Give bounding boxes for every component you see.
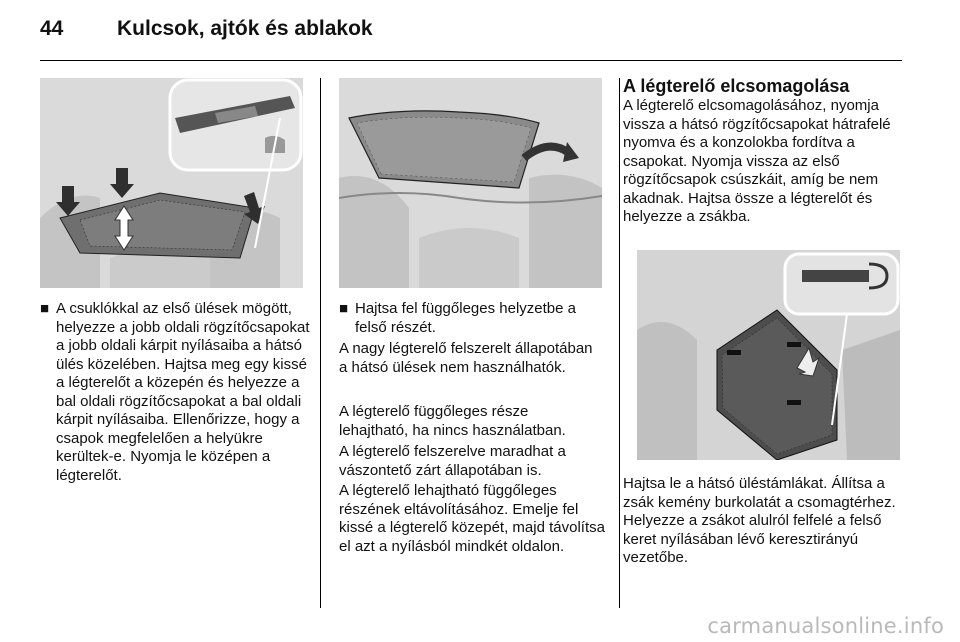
figure-raise-deflector bbox=[339, 78, 602, 288]
page-title: Kulcsok, ajtók és ablakok bbox=[117, 17, 373, 40]
page-number: 44 bbox=[40, 17, 64, 40]
col1-bullet-paragraph bbox=[40, 300, 310, 485]
column-divider-2 bbox=[619, 78, 620, 608]
figure-install-deflector bbox=[40, 78, 303, 288]
col2-paragraph-2: A légterelő függőleges része lehajtható, ha nincs használatban. bbox=[339, 403, 566, 439]
col2-paragraph-3: A légterelő felszerelve maradhat a vászontető zárt állapotában is. bbox=[339, 443, 566, 479]
col2-paragraph-1: A nagy légterelő felszerelt állapotában a hátsó ülések nem használhatók. bbox=[339, 340, 593, 376]
column-divider-1 bbox=[320, 78, 321, 608]
col2-bullet-text: Hajtsa fel függőleges helyzetbe a felső részét. bbox=[355, 300, 576, 336]
col2-bullet-paragraph bbox=[339, 300, 609, 337]
col3-intro: A légterelő elcsomagolásához, nyomja vissza a hátsó rögzítőcsapokat hátrafelé nyomva és a konzolokba fordítva a csapokat. Nyomja vissza az első rögzítőcsapok csúszkáit, amíg be nem akadnak. Hajtsa össze a légterelőt és helyezze a zsákba. bbox=[623, 97, 891, 225]
bullet-marker: ■ bbox=[40, 300, 50, 317]
watermark: carmanualsonline.info bbox=[707, 614, 944, 638]
col1-bullet-text: A csuklókkal az első ülések mögött, helyezze a jobb oldali rögzítőcsapokat a jobb oldali kárpit nyílásaiba a hátsó ülés közelében. Hajtsa meg egy kissé a légterelőt a közepén és helyezze a bal oldali rögzítőcsapokat a bal oldali kárpit nyílásaiba. Ellenőrizze, hogy a csapok megfelelően a helyükre kerültek-e. Nyomja le középen a légterelőt. bbox=[56, 300, 310, 484]
header-rule bbox=[40, 60, 902, 61]
figure-pack-deflector bbox=[637, 250, 900, 460]
bullet-marker: ■ bbox=[339, 300, 349, 317]
col2-paragraph-4: A légterelő lehajtható függőleges részének eltávolításához. Emelje fel kissé a légterelő közepét, majd távolítsa el azt a nyílásból mindkét oldalon. bbox=[339, 482, 605, 555]
section-title: A légterelő elcsomagolása bbox=[623, 76, 850, 96]
col3-after: Hajtsa le a hátsó üléstámlákat. Állítsa a zsák kemény burkolatát a csomagtérhez. Helyezze a zsákot alulról felfelé a felső keret nyílásában lévő keresztirányú vezetőbe. bbox=[623, 475, 896, 566]
